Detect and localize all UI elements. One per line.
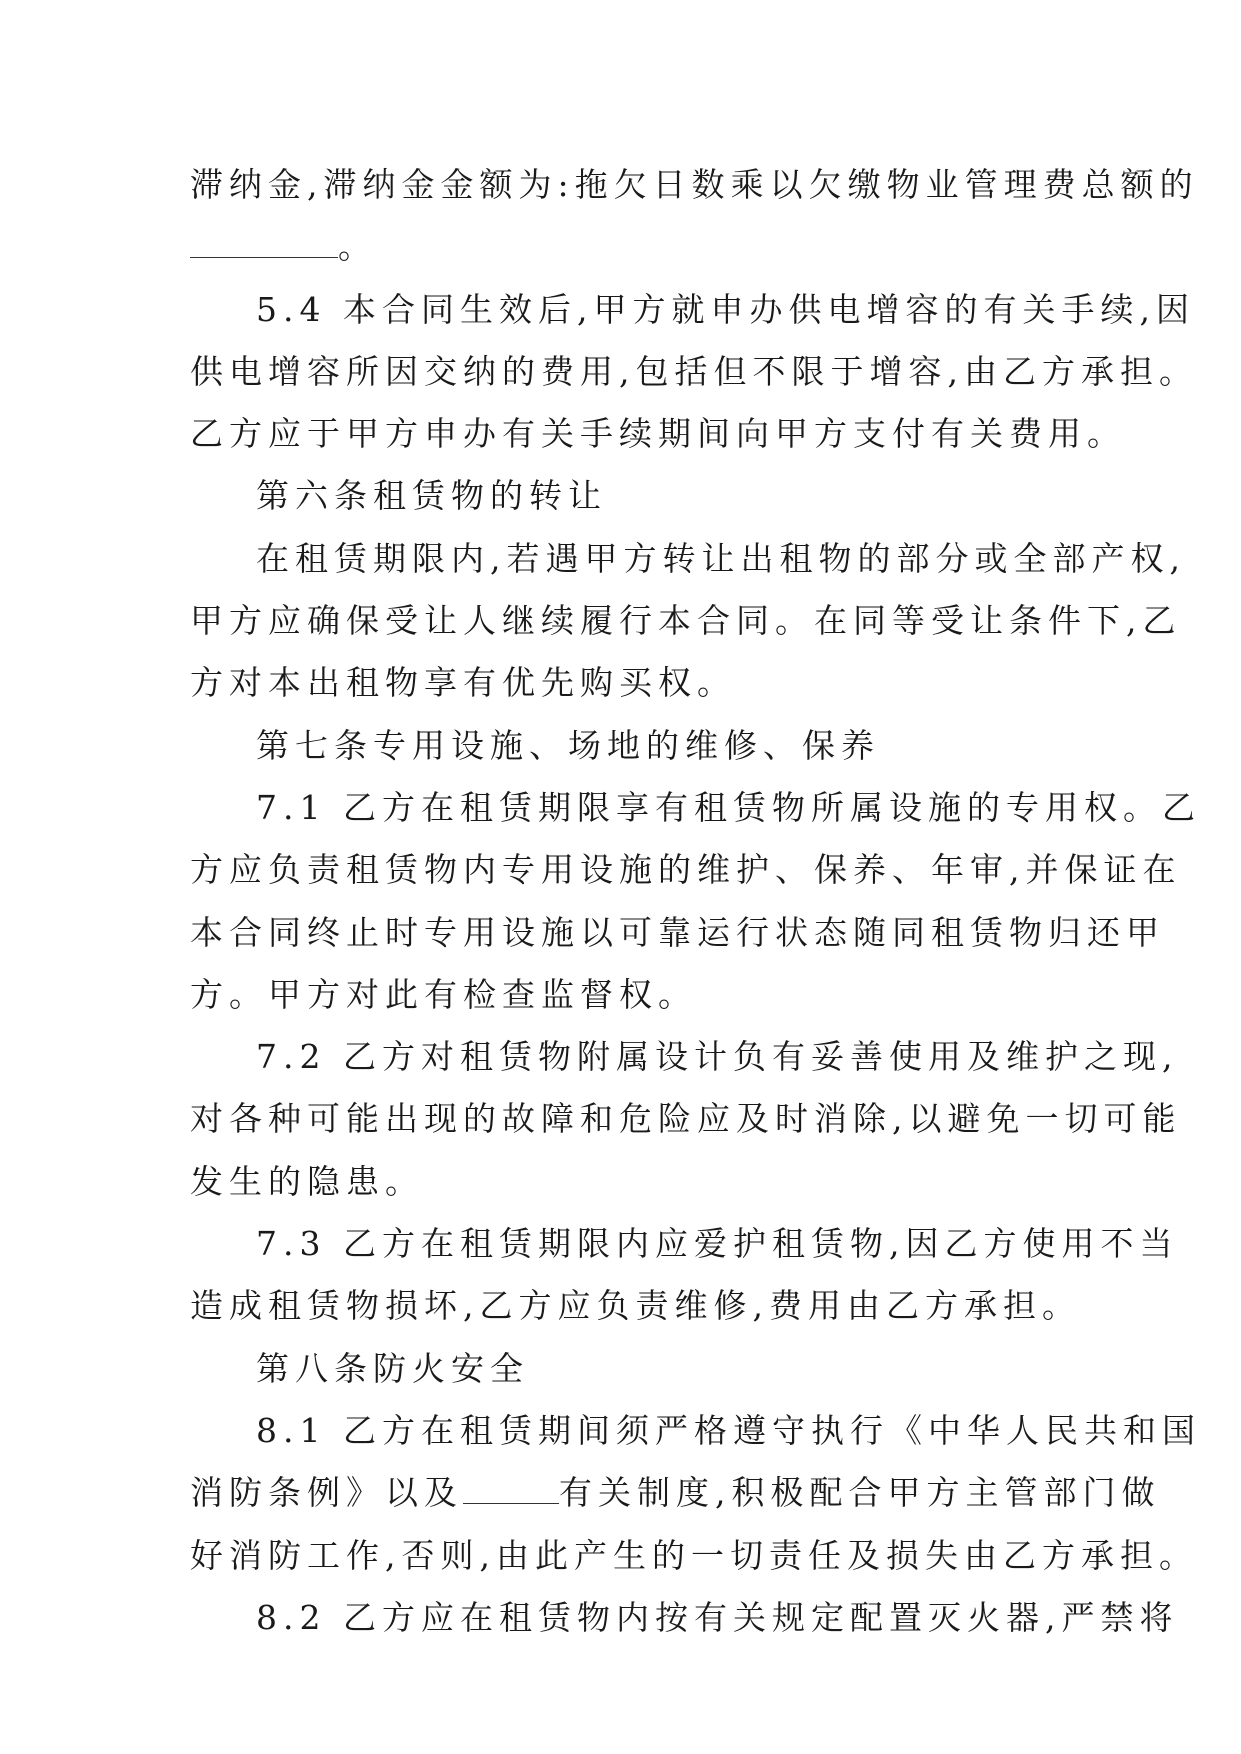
text-line-15: 7.2 乙方对租赁物附属设计负有妥善使用及维护之现, — [256, 1037, 1179, 1077]
section-heading-6: 第六条租赁物的转让 — [256, 476, 607, 516]
text-line-21: 8.1 乙方在租赁期间须严格遵守执行《中华人民共和国 — [256, 1410, 1201, 1450]
text-line-1: 滞纳金,滞纳金金额为:拖欠日数乘以欠缴物业管理费总额的 — [190, 165, 1199, 204]
text-line-24: 8.2 乙方应在租赁物内按有关规定配置灭火器,严禁将 — [256, 1597, 1179, 1637]
text-line-19: 造成租赁物损坏,乙方应负责维修,费用由乙方承担。 — [190, 1286, 1081, 1326]
text-line-5: 乙方应于甲方申办有关手续期间向甲方支付有关费用。 — [190, 414, 1126, 454]
text-line-3: 5.4 本合同生效后,甲方就申办供电增容的有关手续,因 — [256, 289, 1195, 329]
fill-blank — [190, 228, 338, 259]
text-line-2: 。 — [190, 216, 1070, 278]
section-heading-8: 第八条防火安全 — [256, 1348, 529, 1388]
fill-blank — [463, 1474, 559, 1505]
text-line-18: 7.3 乙方在租赁期限内应爱护租赁物,因乙方使用不当 — [256, 1224, 1179, 1264]
text-line-12: 方应负责租赁物内专用设施的维护、保养、年审,并保证在 — [190, 850, 1182, 890]
text-line-22: 消防条例》以及 有关制度,积极配合甲方主管部门做 — [190, 1473, 1161, 1513]
text-line-23: 好消防工作,否则,由此产生的一切责任及损失由乙方承担。 — [190, 1535, 1198, 1575]
section-heading-7: 第七条专用设施、场地的维修、保养 — [256, 725, 880, 765]
text-line-4: 供电增容所因交纳的费用,包括但不限于增容,由乙方承担。 — [190, 351, 1198, 391]
document-page — [190, 154, 1201, 1649]
text-line-13: 本合同终止时专用设施以可靠运行状态随同租赁物归还甲 — [190, 912, 1165, 952]
text-line-9: 方对本出租物享有优先购买权。 — [190, 663, 736, 703]
text-line-16: 对各种可能出现的故障和危险应及时消除,以避免一切可能 — [190, 1099, 1182, 1139]
text-line-11: 7.1 乙方在租赁期限享有租赁物所属设施的专用权。乙 — [256, 787, 1201, 827]
text-line-14: 方。甲方对此有检查监督权。 — [190, 974, 697, 1014]
text-line-17: 发生的隐患。 — [190, 1161, 424, 1201]
text-line-8: 甲方应确保受让人继续履行本合同。在同等受让条件下,乙 — [190, 601, 1182, 641]
text-line-7: 在租赁期限内,若遇甲方转让出租物的部分或全部产权, — [256, 538, 1186, 578]
